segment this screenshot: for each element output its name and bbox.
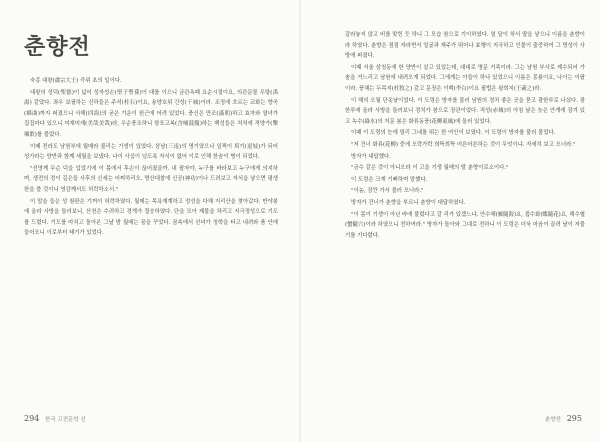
- paragraph: 이 도령은 크게 기뻐하며 말했다.: [351, 176, 428, 183]
- paragraph: 이때 서울 삼청동에 한 양반이 살고 있었는데, 대대로 명문 거족이라. 그는 남원 부사로 제수되어 가솔을 거느리고 남원에 내려오게 되었다. 그에게는 아들이 하나 있었으니 이름은 몽룡이요, 나이는 이팔이라. 풍채는 두목지(杜牧之) 같고 문장은 이백(李白)이요 필법은 왕희지(王羲之)라.: [345, 64, 585, 92]
- left-page: [0, 0, 299, 442]
- paragraph: "선영께 무슨 덕을 입었기에 이 몸에서 후손이 끊어졌을까. 내 팔자야, 누구를 바라보고 누구에게 의지하며, 생전의 정이 깊은들 사후의 신세는 어찌하리오. 명산대찰에 신공(神功)이나 드려보고 자식을 낳으면 평생 한을 풀 것이니 영감께서도 허락하소서.": [24, 165, 278, 193]
- paragraph: 이때 이 도령의 눈에 멀리 그네를 뛰는 한 여인이 보였다. 이 도령이 방자를 불러 물었다.: [351, 130, 556, 137]
- dialogue-paragraph: "저 건너 화류(花柳) 중에 오락가락 희뜩희뜩 어른어른하는 것이 무엇이냐. 자세히 보고 오너라.": [351, 141, 576, 148]
- right-page: [301, 0, 600, 442]
- right-page-body: [345, 30, 585, 242]
- paragraph: 숙종 대왕(肅宗大王) 즉위 초의 일이다.: [30, 78, 122, 84]
- chapter-title: 춘향전: [24, 34, 91, 60]
- right-running-head: 춘향전: [545, 417, 561, 423]
- left-page-number: 294: [24, 414, 40, 423]
- paragraph: 방자가 건너가 춘향을 부르니 춘향이 대답하였다.: [351, 199, 466, 206]
- paragraph: 이 말을 들은 성 참판은 기꺼이 허락하였다. 월매는 목욕재계하고 정성을 다해 지리산을 찾아갔다. 반야봉에 올라 사방을 둘러보니, 산천은 수려하고 경개가 절승하였다. 단을 모아 제물을 차리고 지극정성으로 기도를 드렸다. 기도를 마치고 돌아온 그날 밤 월매는 꿈을 꾸었다. 꿈속에서 선녀가 청학을 타고 내려와 품 안에 들어오니 이로부터 태기가 있었다.: [24, 198, 278, 237]
- paragraph: 이 해의 오월 단옷날이었다. 이 도령은 방자를 불러 남원의 경치 좋은 곳을 묻고 광한루로 나섰다. 광한루에 올라 사방을 둘러보니 경치가 참으로 장관이었다. 적성(赤城)의 아침 날은 늦은 안개에 잠겨 있고 녹수(綠水)의 저문 봄은 화류동풍(花柳東風)에 둘러 있었다.: [345, 97, 585, 125]
- right-footer: [545, 414, 582, 423]
- dialogue-paragraph: "이놈, 잠깐 가서 불러 오너라.": [351, 188, 424, 195]
- dialogue-paragraph: "금수 같은 것이 아니오라 이 고을 기생 월매의 딸 춘향이로소이다.": [351, 165, 509, 172]
- left-page-body: [24, 76, 278, 240]
- paragraph: 이때 전라도 남원부에 월매라 불리는 기생이 있었다. 삼남(三南)의 명기였으나 일찍이 퇴기(退妓)가 되어 성가라는 양반과 함께 세월을 보냈다. 나이 사십이 넘도록 자식이 없어 이로 인해 한숨이 병이 되었다.: [24, 143, 278, 161]
- left-footer: [24, 414, 86, 423]
- paragraph: 대왕의 성덕(聖德)이 넓어 성자성손(聖子聖孫)이 대를 이으니 금관옥패 요순시절이요, 의관문물 우탕(禹湯) 같았다. 좌우 보필하는 신하들은 주석(柱石)이요, 용양호위 간성(干城)이라. 조정에 흐르는 교화는 향곡(鄕曲)까지 퍼졌으니 사해(四海)의 굳은 기운이 원근에 어려 있었다. 충신은 만조(滿朝)하고 효자와 열녀가 집집마다 있으니 미재미재(美哉美哉)라, 우순풍조하니 함포고복(含哺鼓腹)하는 백성들은 처처에 격양가(擊壤歌)를 불렀다.: [24, 89, 278, 138]
- right-page-number: 295: [566, 414, 582, 423]
- left-running-head: 한국 고전문학 선: [45, 417, 86, 423]
- paragraph: 갈라놓지 않고 비를 맞힌 듯 하니 그 모습 참으로 기이하였다. 열 달이 차서 딸을 낳으니 이름을 춘향이라 하였다. 춘향은 점점 자라면서 얼굴과 재주가 뛰어나 효행이 지극하고 인물이 출중하여 그 명성이 사방에 퍼졌다.: [345, 32, 585, 60]
- paragraph: 방자가 대답했다.: [351, 153, 391, 160]
- dialogue-paragraph: "이 몸이 기생이 아닌 바에 불렀다고 갈 리가 있겠느냐. 안수해(雁隨海)요, 접수화(蝶隨花)요, 해수혈(蟹隨穴)이라 하였으니 전하여라." 방자가 돌아와 그대로 전하니 이 도령은 더욱 마음이 끌려 날이 저물기를 기다렸다.: [345, 211, 585, 239]
